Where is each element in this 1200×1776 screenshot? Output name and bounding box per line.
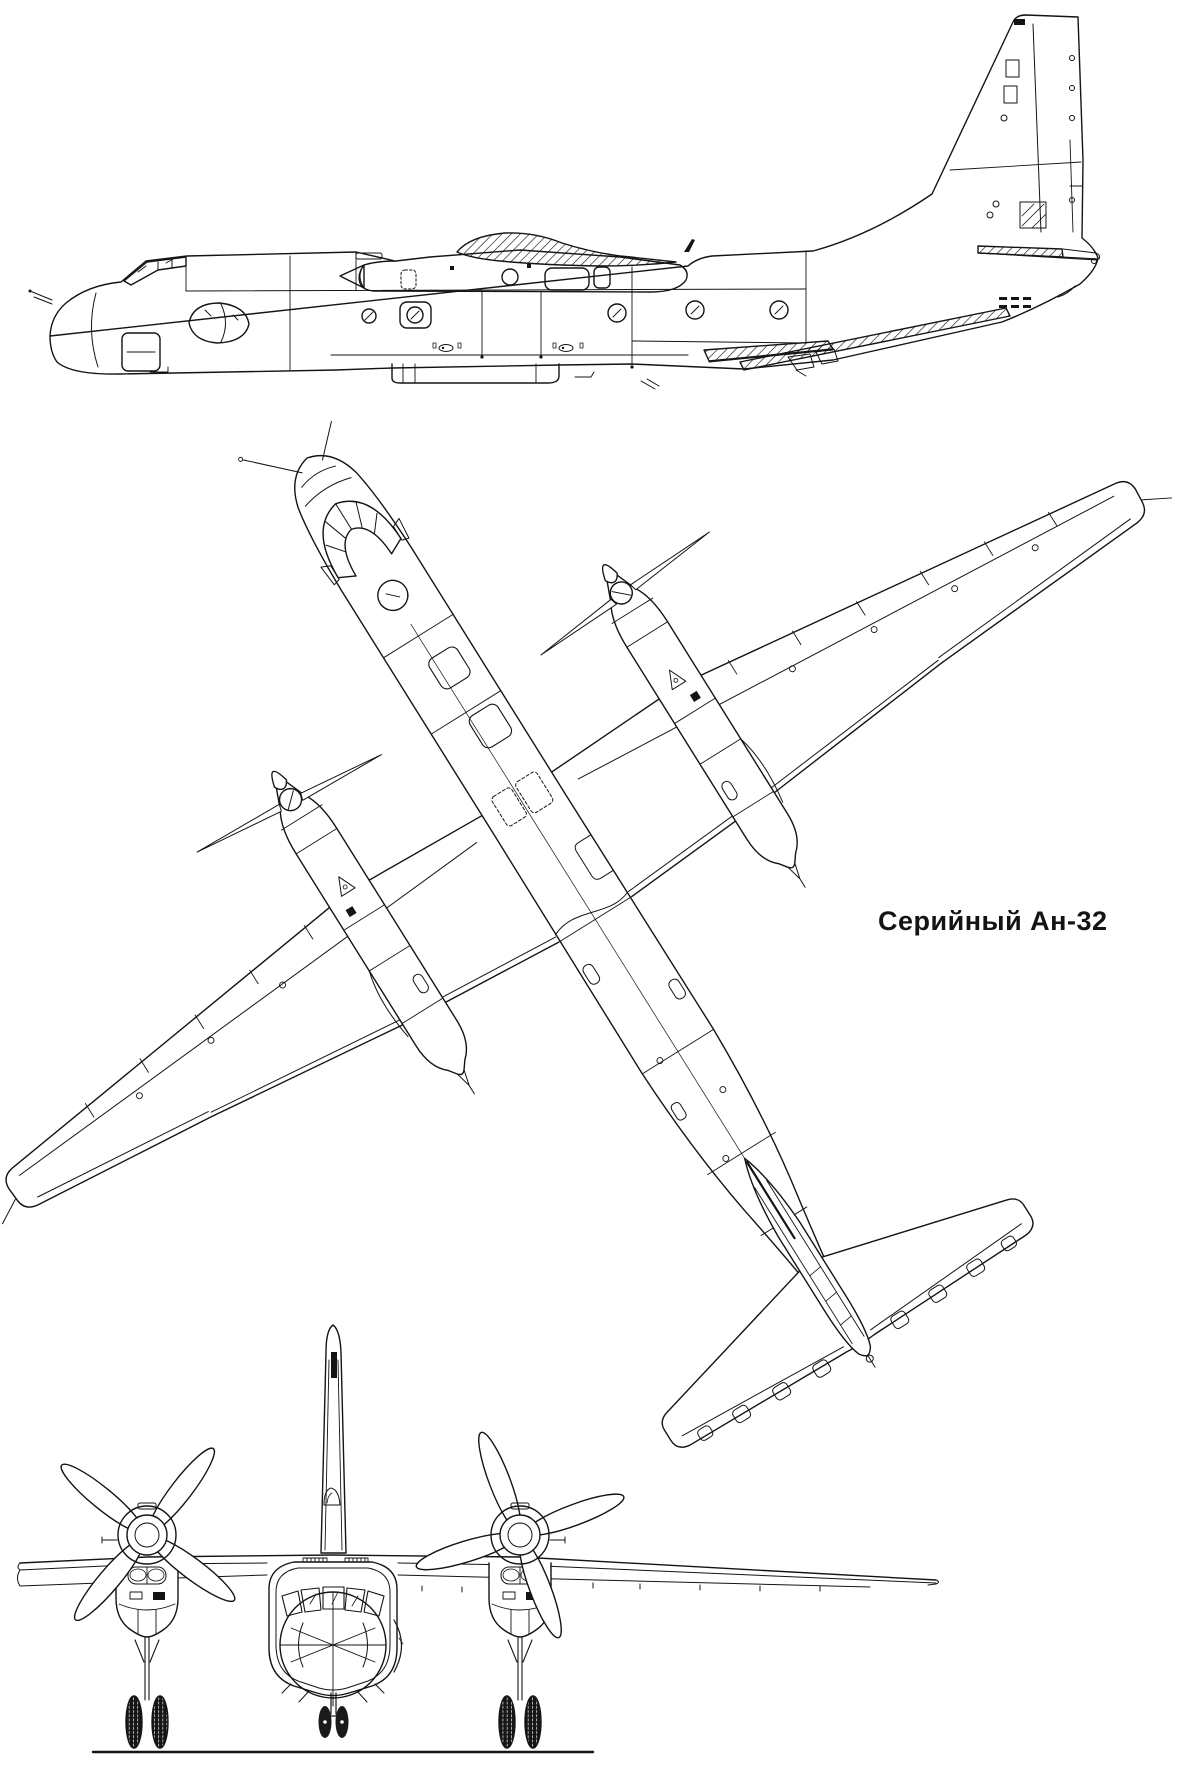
side-view (29, 15, 1100, 389)
side-engine-nacelle (340, 233, 687, 292)
front-fin (321, 1325, 346, 1553)
top-wings (0, 411, 1199, 1271)
front-nose-gear (319, 1693, 349, 1738)
caption-label: Серийный Ан-32 (878, 906, 1108, 936)
side-nose-details (29, 290, 377, 373)
side-cargo-ramp-edge (740, 308, 1010, 370)
side-fuselage-outline (50, 15, 1098, 374)
top-view (0, 50, 1200, 1719)
side-windows (400, 301, 788, 328)
side-tail-fin (950, 19, 1097, 308)
side-tailplane-far (978, 246, 1100, 260)
front-view (18, 1325, 939, 1752)
front-fuselage (269, 1562, 403, 1706)
side-antenna-mast (684, 239, 695, 252)
